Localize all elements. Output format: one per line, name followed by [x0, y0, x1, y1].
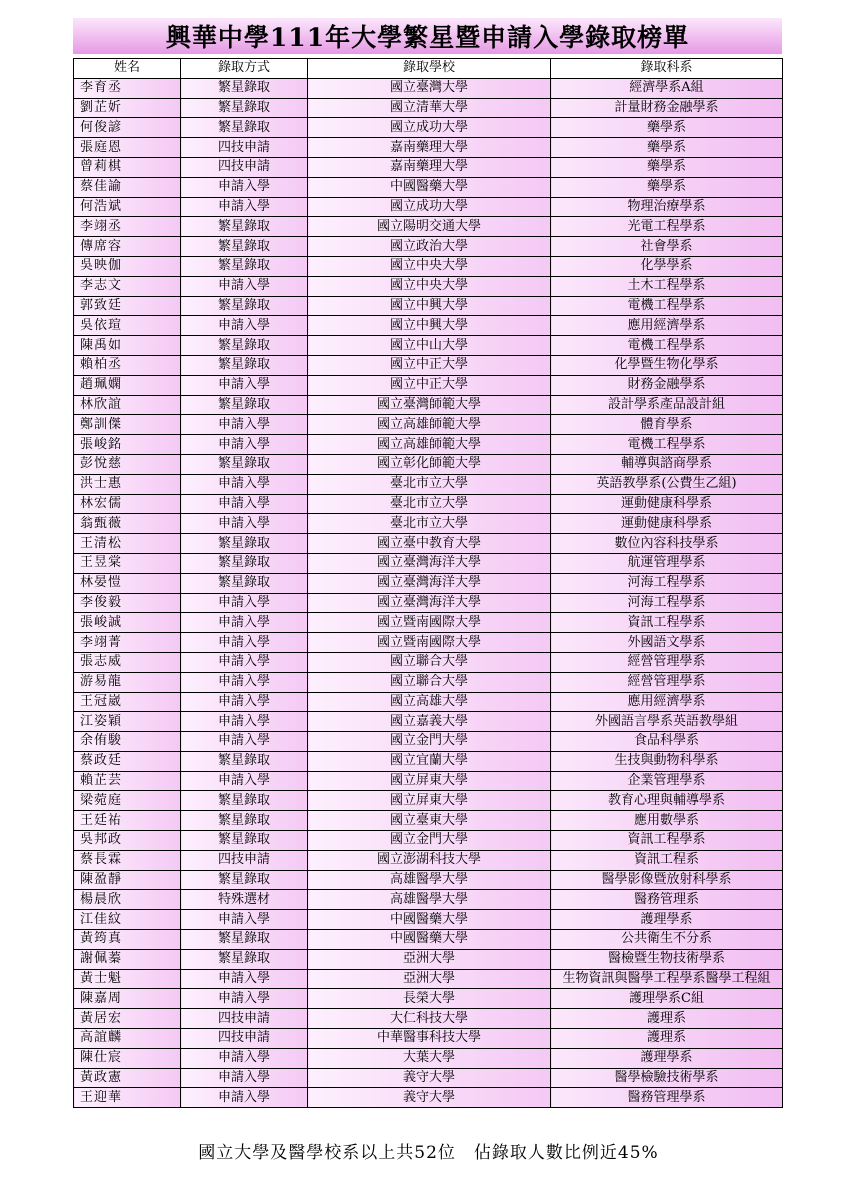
admitted-department: 醫務管理學系: [551, 1088, 783, 1108]
student-name: 賴柏丞: [74, 355, 181, 375]
student-name: 楊晨欣: [74, 890, 181, 910]
admitted-school: 臺北市立大學: [308, 514, 551, 534]
admission-method: 繁星錄取: [181, 118, 308, 138]
student-name: 吳邦政: [74, 831, 181, 851]
student-name: 江佳紋: [74, 910, 181, 930]
admitted-school: 國立政治大學: [308, 237, 551, 257]
admitted-school: 國立清華大學: [308, 98, 551, 118]
admitted-department: 經營管理學系: [551, 672, 783, 692]
table-row: [74, 78, 783, 98]
student-name: 王昱棠: [74, 553, 181, 573]
table-row: [74, 613, 783, 633]
admitted-department: 電機工程學系: [551, 296, 783, 316]
admitted-school: 國立臺東大學: [308, 811, 551, 831]
admitted-department: 護理學系: [551, 910, 783, 930]
table-row: [74, 1088, 783, 1108]
admitted-school: 高雄醫學大學: [308, 870, 551, 890]
admission-method: 申請入學: [181, 613, 308, 633]
admitted-department: 計量財務金融學系: [551, 98, 783, 118]
admitted-department: 經營管理學系: [551, 652, 783, 672]
table-row: [74, 831, 783, 851]
admitted-school: 嘉南藥理大學: [308, 157, 551, 177]
student-name: 傳席容: [74, 237, 181, 257]
admitted-department: 土木工程學系: [551, 276, 783, 296]
admitted-school: 國立高雄師範大學: [308, 435, 551, 455]
admission-method: 申請入學: [181, 910, 308, 930]
admission-method: 繁星錄取: [181, 791, 308, 811]
table-row: [74, 138, 783, 158]
student-name: 王清松: [74, 534, 181, 554]
student-name: 李翊丞: [74, 217, 181, 237]
admission-method: 申請入學: [181, 672, 308, 692]
admitted-department: 護理學系C組: [551, 989, 783, 1009]
admitted-school: 中國醫藥大學: [308, 177, 551, 197]
table-row: [74, 751, 783, 771]
table-row: [74, 930, 783, 950]
admission-method: 申請入學: [181, 712, 308, 732]
admitted-department: 護理學系: [551, 1048, 783, 1068]
student-name: 林宏儒: [74, 494, 181, 514]
student-name: 高誼麟: [74, 1029, 181, 1049]
column-header-method: 錄取方式: [181, 59, 308, 79]
table-row: [74, 811, 783, 831]
table-row: [74, 593, 783, 613]
admission-method: 繁星錄取: [181, 78, 308, 98]
admitted-school: 國立臺灣師範大學: [308, 395, 551, 415]
admitted-department: 教育心理與輔導學系: [551, 791, 783, 811]
student-name: 游易龍: [74, 672, 181, 692]
student-name: 鄭訓傑: [74, 415, 181, 435]
admitted-school: 國立中央大學: [308, 256, 551, 276]
admitted-school: 國立中央大學: [308, 276, 551, 296]
table-row: [74, 850, 783, 870]
student-name: 陳禹如: [74, 336, 181, 356]
admitted-department: 化學學系: [551, 256, 783, 276]
admission-method: 申請入學: [181, 514, 308, 534]
table-row: [74, 1009, 783, 1029]
table-row: [74, 316, 783, 336]
student-name: 江姿穎: [74, 712, 181, 732]
table-row: [74, 791, 783, 811]
admission-method: 申請入學: [181, 1088, 308, 1108]
student-name: 林晏愷: [74, 573, 181, 593]
admission-method: 申請入學: [181, 593, 308, 613]
student-name: 趙珮嫻: [74, 375, 181, 395]
admitted-school: 國立金門大學: [308, 831, 551, 851]
student-name: 黃士魁: [74, 969, 181, 989]
table-row: [74, 1068, 783, 1088]
admitted-department: 生物資訊與醫學工程學系醫學工程組: [551, 969, 783, 989]
admitted-department: 體育學系: [551, 415, 783, 435]
student-name: 李翊菁: [74, 633, 181, 653]
admission-method: 繁星錄取: [181, 930, 308, 950]
admitted-school: 國立成功大學: [308, 197, 551, 217]
admission-method: 繁星錄取: [181, 395, 308, 415]
admitted-school: 國立陽明交通大學: [308, 217, 551, 237]
table-body: [74, 78, 783, 1107]
student-name: 郭致廷: [74, 296, 181, 316]
student-name: 王廷祐: [74, 811, 181, 831]
admission-method: 四技申請: [181, 1009, 308, 1029]
admission-method: 申請入學: [181, 435, 308, 455]
admission-method: 申請入學: [181, 692, 308, 712]
table-row: [74, 98, 783, 118]
table-row: [74, 435, 783, 455]
admitted-department: 輔導與諮商學系: [551, 454, 783, 474]
admitted-department: 醫務管理系: [551, 890, 783, 910]
admitted-school: 國立高雄師範大學: [308, 415, 551, 435]
student-name: 謝佩蓁: [74, 949, 181, 969]
admitted-department: 電機工程學系: [551, 435, 783, 455]
admission-method: 四技申請: [181, 850, 308, 870]
student-name: 王冠崴: [74, 692, 181, 712]
admitted-department: 英語教學系(公費生乙組): [551, 474, 783, 494]
admission-method: 四技申請: [181, 1029, 308, 1049]
admitted-department: 數位內容科技學系: [551, 534, 783, 554]
admitted-department: 藥學系: [551, 177, 783, 197]
admitted-department: 外國語文學系: [551, 633, 783, 653]
admitted-department: 護理系: [551, 1009, 783, 1029]
admission-method: 申請入學: [181, 316, 308, 336]
table-row: [74, 652, 783, 672]
admission-method: 申請入學: [181, 177, 308, 197]
admitted-school: 大仁科技大學: [308, 1009, 551, 1029]
admitted-department: 電機工程學系: [551, 336, 783, 356]
admission-method: 繁星錄取: [181, 98, 308, 118]
admitted-school: 國立中興大學: [308, 316, 551, 336]
table-row: [74, 375, 783, 395]
column-header-school: 錄取學校: [308, 59, 551, 79]
admitted-school: 國立中興大學: [308, 296, 551, 316]
table-row: [74, 474, 783, 494]
admitted-school: 嘉南藥理大學: [308, 138, 551, 158]
table-row: [74, 712, 783, 732]
admitted-department: 經濟學系A組: [551, 78, 783, 98]
admission-method: 繁星錄取: [181, 870, 308, 890]
admitted-department: 醫檢暨生物技術學系: [551, 949, 783, 969]
admitted-school: 國立臺灣海洋大學: [308, 573, 551, 593]
table-row: [74, 692, 783, 712]
student-name: 張志威: [74, 652, 181, 672]
table-row: [74, 870, 783, 890]
table-row: [74, 910, 783, 930]
student-name: 彭悅慈: [74, 454, 181, 474]
admission-method: 繁星錄取: [181, 217, 308, 237]
admitted-school: 國立聯合大學: [308, 652, 551, 672]
student-name: 陳仕宸: [74, 1048, 181, 1068]
admission-method: 繁星錄取: [181, 454, 308, 474]
student-name: 蔡佳諭: [74, 177, 181, 197]
admission-method: 申請入學: [181, 375, 308, 395]
admission-method: 繁星錄取: [181, 256, 308, 276]
student-name: 黃居宏: [74, 1009, 181, 1029]
admitted-school: 中華醫事科技大學: [308, 1029, 551, 1049]
table-row: [74, 217, 783, 237]
admission-method: 繁星錄取: [181, 237, 308, 257]
student-name: 王迎華: [74, 1088, 181, 1108]
admission-method: 申請入學: [181, 771, 308, 791]
admitted-department: 藥學系: [551, 138, 783, 158]
admitted-school: 國立金門大學: [308, 732, 551, 752]
admitted-school: 國立高雄大學: [308, 692, 551, 712]
admitted-department: 公共衛生不分系: [551, 930, 783, 950]
admitted-school: 國立暨南國際大學: [308, 633, 551, 653]
admission-method: 申請入學: [181, 1068, 308, 1088]
admitted-school: 國立嘉義大學: [308, 712, 551, 732]
table-row: [74, 157, 783, 177]
admitted-department: 化學暨生物化學系: [551, 355, 783, 375]
table-row: [74, 1048, 783, 1068]
admitted-department: 財務金融學系: [551, 375, 783, 395]
admitted-school: 義守大學: [308, 1068, 551, 1088]
table-row: [74, 989, 783, 1009]
admitted-school: 國立屏東大學: [308, 771, 551, 791]
table-row: [74, 454, 783, 474]
student-name: 吳映伽: [74, 256, 181, 276]
admitted-department: 外國語言學系英語教學組: [551, 712, 783, 732]
admitted-school: 大葉大學: [308, 1048, 551, 1068]
table-row: [74, 949, 783, 969]
admission-table: [73, 58, 783, 1108]
admitted-department: 護理系: [551, 1029, 783, 1049]
admitted-department: 設計學系產品設計組: [551, 395, 783, 415]
table-header-row: [74, 59, 783, 79]
admitted-department: 運動健康科學系: [551, 494, 783, 514]
admitted-school: 國立臺灣海洋大學: [308, 553, 551, 573]
admitted-school: 中國醫藥大學: [308, 930, 551, 950]
student-name: 劉芷妡: [74, 98, 181, 118]
column-header-name: 姓名: [74, 59, 181, 79]
table-row: [74, 732, 783, 752]
admitted-school: 國立屏東大學: [308, 791, 551, 811]
admitted-department: 社會學系: [551, 237, 783, 257]
admitted-department: 生技與動物科學系: [551, 751, 783, 771]
admission-method: 特殊選材: [181, 890, 308, 910]
table-row: [74, 514, 783, 534]
admitted-department: 企業管理學系: [551, 771, 783, 791]
admitted-school: 國立澎湖科技大學: [308, 850, 551, 870]
table-row: [74, 296, 783, 316]
admitted-school: 國立中正大學: [308, 375, 551, 395]
admission-method: 四技申請: [181, 138, 308, 158]
table-row: [74, 771, 783, 791]
admitted-school: 亞洲大學: [308, 969, 551, 989]
admitted-department: 藥學系: [551, 157, 783, 177]
page-title: 興華中學111年大學繁星暨申請入學錄取榜單: [73, 18, 782, 54]
admission-method: 繁星錄取: [181, 573, 308, 593]
admission-method: 申請入學: [181, 989, 308, 1009]
admission-method: 四技申請: [181, 157, 308, 177]
student-name: 張峻誠: [74, 613, 181, 633]
student-name: 陳嘉周: [74, 989, 181, 1009]
table-row: [74, 276, 783, 296]
admitted-school: 臺北市立大學: [308, 494, 551, 514]
table-row: [74, 118, 783, 138]
admission-method: 繁星錄取: [181, 553, 308, 573]
admitted-department: 醫學影像暨放射科學系: [551, 870, 783, 890]
student-name: 李俊毅: [74, 593, 181, 613]
table-row: [74, 177, 783, 197]
table-row: [74, 395, 783, 415]
admission-method: 繁星錄取: [181, 949, 308, 969]
admission-method: 繁星錄取: [181, 811, 308, 831]
admitted-department: 應用經濟學系: [551, 692, 783, 712]
admission-method: 申請入學: [181, 1048, 308, 1068]
admitted-department: 運動健康科學系: [551, 514, 783, 534]
admitted-school: 亞洲大學: [308, 949, 551, 969]
table-row: [74, 672, 783, 692]
admitted-school: 義守大學: [308, 1088, 551, 1108]
admitted-school: 國立中正大學: [308, 355, 551, 375]
student-name: 翁甄薇: [74, 514, 181, 534]
admission-method: 申請入學: [181, 474, 308, 494]
admission-method: 繁星錄取: [181, 751, 308, 771]
admitted-school: 國立彰化師範大學: [308, 454, 551, 474]
admission-method: 繁星錄取: [181, 336, 308, 356]
student-name: 李育丞: [74, 78, 181, 98]
student-name: 黃筠真: [74, 930, 181, 950]
admitted-department: 資訊工程系: [551, 850, 783, 870]
summary-footer: 國立大學及醫學校系以上共52位 佔錄取人數比例近45%: [198, 1143, 659, 1163]
admitted-school: 長榮大學: [308, 989, 551, 1009]
student-name: 李志文: [74, 276, 181, 296]
admitted-school: 國立宜蘭大學: [308, 751, 551, 771]
student-name: 何俊諺: [74, 118, 181, 138]
table-row: [74, 969, 783, 989]
admitted-department: 物理治療學系: [551, 197, 783, 217]
student-name: 蔡政廷: [74, 751, 181, 771]
admission-method: 申請入學: [181, 494, 308, 514]
admission-method: 繁星錄取: [181, 296, 308, 316]
table-row: [74, 256, 783, 276]
table-row: [74, 890, 783, 910]
admission-method: 繁星錄取: [181, 831, 308, 851]
table-row: [74, 336, 783, 356]
student-name: 賴芷芸: [74, 771, 181, 791]
table-row: [74, 237, 783, 257]
table-row: [74, 494, 783, 514]
student-name: 何浩斌: [74, 197, 181, 217]
admitted-school: 國立中山大學: [308, 336, 551, 356]
admission-method: 申請入學: [181, 732, 308, 752]
column-header-department: 錄取科系: [551, 59, 783, 79]
admitted-department: 醫學檢驗技術學系: [551, 1068, 783, 1088]
admitted-department: 藥學系: [551, 118, 783, 138]
admitted-school: 國立臺中教育大學: [308, 534, 551, 554]
student-name: 張庭恩: [74, 138, 181, 158]
admitted-school: 中國醫藥大學: [308, 910, 551, 930]
student-name: 曾莉棋: [74, 157, 181, 177]
admitted-school: 臺北市立大學: [308, 474, 551, 494]
admission-method: 申請入學: [181, 969, 308, 989]
student-name: 洪士惠: [74, 474, 181, 494]
admitted-department: 河海工程學系: [551, 573, 783, 593]
admission-method: 繁星錄取: [181, 534, 308, 554]
admission-method: 申請入學: [181, 197, 308, 217]
admission-method: 申請入學: [181, 652, 308, 672]
student-name: 張峻銘: [74, 435, 181, 455]
admitted-department: 河海工程學系: [551, 593, 783, 613]
table-row: [74, 355, 783, 375]
admitted-school: 國立臺灣海洋大學: [308, 593, 551, 613]
admitted-school: 國立成功大學: [308, 118, 551, 138]
admission-method: 繁星錄取: [181, 355, 308, 375]
table-row: [74, 197, 783, 217]
student-name: 蔡長霖: [74, 850, 181, 870]
student-name: 黃政憲: [74, 1068, 181, 1088]
admission-method: 申請入學: [181, 415, 308, 435]
admission-method: 申請入學: [181, 633, 308, 653]
student-name: 梁菀庭: [74, 791, 181, 811]
student-name: 吳依瑄: [74, 316, 181, 336]
admitted-department: 光電工程學系: [551, 217, 783, 237]
admitted-department: 食品科學系: [551, 732, 783, 752]
admitted-department: 應用數學系: [551, 811, 783, 831]
admitted-department: 資訊工程學系: [551, 831, 783, 851]
admitted-department: 應用經濟學系: [551, 316, 783, 336]
admitted-school: 國立聯合大學: [308, 672, 551, 692]
table-row: [74, 534, 783, 554]
table-row: [74, 415, 783, 435]
admitted-department: 資訊工程學系: [551, 613, 783, 633]
admitted-school: 高雄醫學大學: [308, 890, 551, 910]
table-row: [74, 553, 783, 573]
table-row: [74, 573, 783, 593]
admitted-school: 國立暨南國際大學: [308, 613, 551, 633]
admitted-department: 航運管理學系: [551, 553, 783, 573]
student-name: 余侑駿: [74, 732, 181, 752]
admission-method: 申請入學: [181, 276, 308, 296]
student-name: 林欣誼: [74, 395, 181, 415]
admitted-school: 國立臺灣大學: [308, 78, 551, 98]
table-row: [74, 633, 783, 653]
student-name: 陳盈靜: [74, 870, 181, 890]
table-row: [74, 1029, 783, 1049]
